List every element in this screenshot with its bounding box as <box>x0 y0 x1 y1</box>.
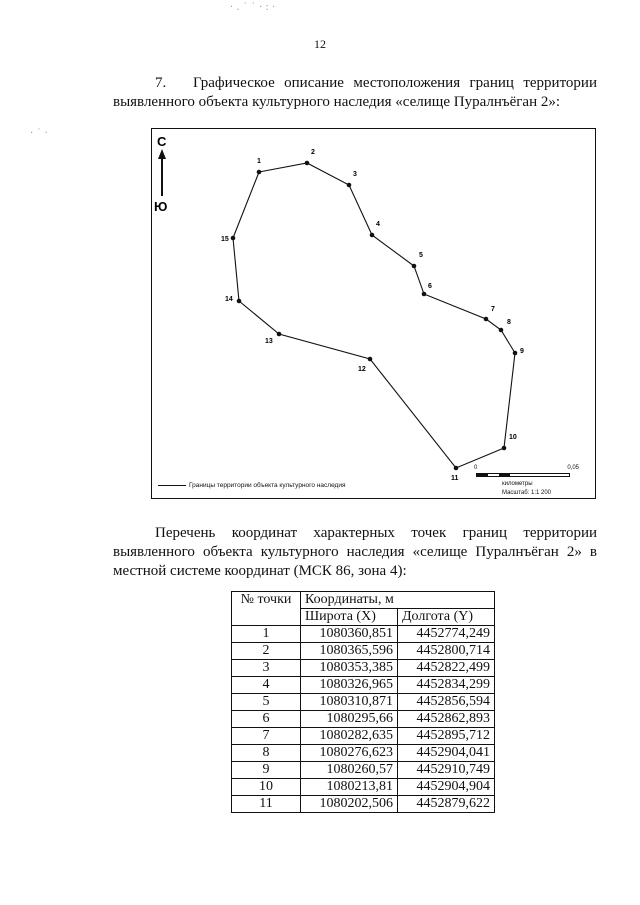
cell-x: 1080326,965 <box>301 677 398 694</box>
table-row <box>232 796 495 813</box>
coordinates-intro-text: Перечень координат характерных точек границ территории выявленного объекта культурного наследия «селище Пуралнъёган 2» в местной системе координат (МСК 86, зона 4): <box>113 525 597 579</box>
cell-point: 8 <box>232 745 301 762</box>
table-row <box>232 711 495 728</box>
boundary-point <box>513 351 518 356</box>
cell-point: 5 <box>232 694 301 711</box>
boundary-point <box>237 299 242 304</box>
scale-zero: 0 <box>474 465 478 471</box>
boundary-point-label: 15 <box>221 236 229 243</box>
cell-y: 4452822,499 <box>398 660 495 677</box>
table-row <box>232 626 495 643</box>
north-arrow <box>154 134 167 214</box>
boundary-point-label: 13 <box>265 338 273 345</box>
boundary-point-label: 10 <box>509 434 517 441</box>
boundary-point <box>502 446 507 451</box>
cell-point: 4 <box>232 677 301 694</box>
cell-y: 4452834,299 <box>398 677 495 694</box>
north-arrow-head <box>158 149 166 159</box>
boundary-map <box>151 128 596 499</box>
header-x: Широта (X) <box>301 609 398 626</box>
cell-x: 1080260,57 <box>301 762 398 779</box>
section-number: 7. <box>155 75 167 91</box>
cell-point: 2 <box>232 643 301 660</box>
boundary-point <box>347 183 352 188</box>
boundary-point <box>412 264 417 269</box>
boundary-point <box>484 317 489 322</box>
section-heading <box>113 74 597 112</box>
scale-ratio: Масштаб: 1:1 200 <box>502 490 552 496</box>
boundary-point <box>499 328 504 333</box>
header-point: № точки <box>232 592 301 626</box>
section-text: Графическое описание местоположения границ территории выявленного объекта культурного наследия «селище Пуралнъёган 2»: <box>113 75 597 110</box>
cell-x: 1080282,635 <box>301 728 398 745</box>
map-legend <box>158 482 408 489</box>
boundary-point-label: 12 <box>358 366 366 373</box>
cell-y: 4452910,749 <box>398 762 495 779</box>
cell-y: 4452895,712 <box>398 728 495 745</box>
boundary-point <box>257 170 262 175</box>
boundary-point-label: 14 <box>225 296 233 303</box>
north-label: С <box>157 134 167 149</box>
table-row <box>232 762 495 779</box>
cell-x: 1080295,66 <box>301 711 398 728</box>
cell-point: 9 <box>232 762 301 779</box>
cell-y: 4452800,714 <box>398 643 495 660</box>
table-row <box>232 728 495 745</box>
page-number: 12 <box>314 37 326 51</box>
cell-y: 4452904,041 <box>398 745 495 762</box>
boundary-point <box>370 233 375 238</box>
scale-max: 0,05 <box>567 465 579 471</box>
south-label: Ю <box>154 199 168 214</box>
scale-unit: километры <box>502 481 533 487</box>
cell-x: 1080213,81 <box>301 779 398 796</box>
legend-text: Границы территории объекта культурного наследия <box>189 482 346 489</box>
boundary-point-label: 4 <box>376 221 380 228</box>
cell-x: 1080360,851 <box>301 626 398 643</box>
table-row <box>232 779 495 796</box>
boundary-map-drawing <box>152 129 597 500</box>
cell-x: 1080310,871 <box>301 694 398 711</box>
coordinates-intro <box>113 524 597 581</box>
boundary-point <box>231 236 236 241</box>
boundary-point <box>368 357 373 362</box>
scale-graphic <box>476 473 570 477</box>
boundary-point <box>277 332 282 337</box>
boundary-point-label: 1 <box>257 158 261 165</box>
boundary-point-label: 7 <box>491 306 495 313</box>
cell-point: 10 <box>232 779 301 796</box>
boundary-point-label: 9 <box>520 348 524 355</box>
cell-point: 6 <box>232 711 301 728</box>
boundary-point-label: 8 <box>507 319 511 326</box>
cell-x: 1080276,623 <box>301 745 398 762</box>
boundary-line <box>233 163 515 468</box>
boundary-point <box>422 292 427 297</box>
header-coordinates: Координаты, м <box>301 592 495 609</box>
boundary-point-label: 5 <box>419 252 423 259</box>
cell-x: 1080365,596 <box>301 643 398 660</box>
cell-y: 4452879,622 <box>398 796 495 813</box>
cell-point: 11 <box>232 796 301 813</box>
cell-y: 4452862,893 <box>398 711 495 728</box>
cell-y: 4452904,904 <box>398 779 495 796</box>
table-row <box>232 694 495 711</box>
boundary-point-label: 2 <box>311 149 315 156</box>
boundary-point-label: 11 <box>451 475 459 482</box>
header-y: Долгота (Y) <box>398 609 495 626</box>
boundary-point-label: 6 <box>428 283 432 290</box>
cell-x: 1080202,506 <box>301 796 398 813</box>
scan-artifact: · ˙ · <box>30 128 48 139</box>
cell-point: 3 <box>232 660 301 677</box>
cell-y: 4452856,594 <box>398 694 495 711</box>
coordinates-table <box>231 591 495 813</box>
cell-y: 4452774,249 <box>398 626 495 643</box>
table-row <box>232 677 495 694</box>
table-row <box>232 643 495 660</box>
boundary-point <box>305 161 310 166</box>
cell-point: 1 <box>232 626 301 643</box>
legend-line-symbol <box>158 485 186 486</box>
table-row <box>232 745 495 762</box>
cell-point: 7 <box>232 728 301 745</box>
boundary-point <box>454 466 459 471</box>
table-row <box>232 660 495 677</box>
boundary-point-label: 3 <box>353 171 357 178</box>
scan-artifact: · . ˙ ˙ · : · <box>230 2 276 13</box>
cell-x: 1080353,385 <box>301 660 398 677</box>
